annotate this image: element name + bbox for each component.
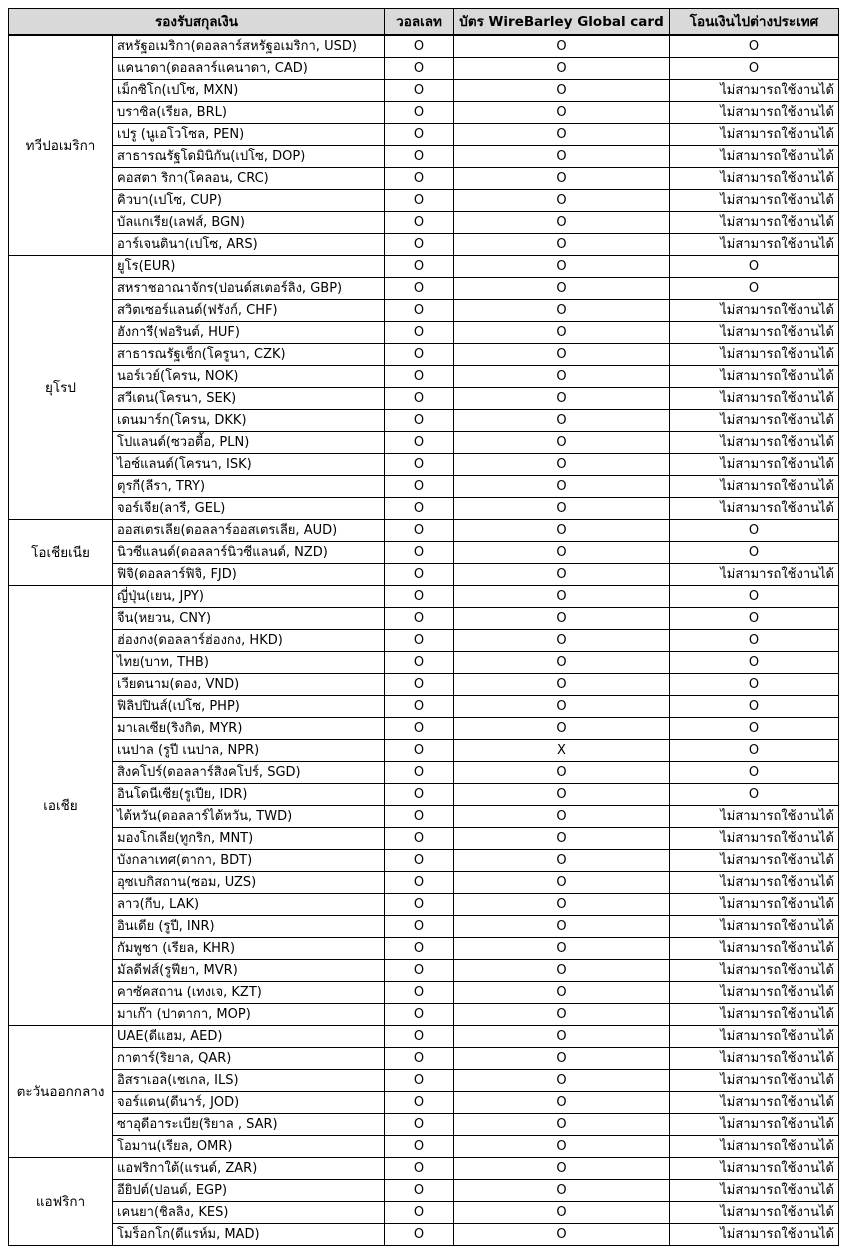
table-row (9, 652, 839, 674)
card-status: X (454, 740, 670, 762)
table-row (9, 1158, 839, 1180)
table-row (9, 498, 839, 520)
transfer-status: ไม่สามารถใช้งานได้ (670, 828, 839, 850)
currency-name: ฟิจิ(ดอลลาร์ฟิจิ, FJD) (113, 564, 385, 586)
currency-name: แคนาดา(ดอลลาร์แคนาดา, CAD) (113, 58, 385, 80)
table-row (9, 828, 839, 850)
card-status: O (454, 102, 670, 124)
currency-name: อาร์เจนตินา(เปโซ, ARS) (113, 234, 385, 256)
card-status: O (454, 872, 670, 894)
transfer-status: ไม่สามารถใช้งานได้ (670, 1224, 839, 1246)
transfer-status: ไม่สามารถใช้งานได้ (670, 322, 839, 344)
wallet-status: O (385, 762, 454, 784)
card-status: O (454, 542, 670, 564)
currency-name: สหราชอาณาจักร(ปอนด์สเตอร์ลิง, GBP) (113, 278, 385, 300)
table-row (9, 784, 839, 806)
wallet-status: O (385, 718, 454, 740)
transfer-status: ไม่สามารถใช้งานได้ (670, 1004, 839, 1026)
transfer-status: ไม่สามารถใช้งานได้ (670, 410, 839, 432)
transfer-status: O (670, 630, 839, 652)
header-row (9, 9, 839, 36)
table-row (9, 872, 839, 894)
transfer-status: O (670, 652, 839, 674)
card-status: O (454, 520, 670, 542)
currency-name: โอมาน(เรียล, OMR) (113, 1136, 385, 1158)
transfer-status: ไม่สามารถใช้งานได้ (670, 982, 839, 1004)
table-row (9, 344, 839, 366)
table-row (9, 410, 839, 432)
table-row (9, 1136, 839, 1158)
wallet-status: O (385, 300, 454, 322)
table-row (9, 1048, 839, 1070)
transfer-status: O (670, 58, 839, 80)
region-name: ตะวันออกกลาง (9, 1026, 113, 1158)
transfer-status: ไม่สามารถใช้งานได้ (670, 432, 839, 454)
table-row (9, 960, 839, 982)
card-status: O (454, 498, 670, 520)
header-card: บัตร WireBarley Global card (454, 9, 670, 36)
currency-name: เวียดนาม(ดอง, VND) (113, 674, 385, 696)
table-row (9, 1224, 839, 1246)
wallet-status: O (385, 938, 454, 960)
wallet-status: O (385, 80, 454, 102)
table-row (9, 916, 839, 938)
table-row (9, 740, 839, 762)
card-status: O (454, 1026, 670, 1048)
currency-name: ออสเตรเลีย(ดอลลาร์ออสเตรเลีย, AUD) (113, 520, 385, 542)
table-row (9, 278, 839, 300)
transfer-status: ไม่สามารถใช้งานได้ (670, 212, 839, 234)
card-status: O (454, 586, 670, 608)
card-status: O (454, 850, 670, 872)
wallet-status: O (385, 894, 454, 916)
card-status: O (454, 960, 670, 982)
currency-name: นอร์เวย์(โครน, NOK) (113, 366, 385, 388)
table-row (9, 894, 839, 916)
wallet-status: O (385, 696, 454, 718)
region-name: โอเชียเนีย (9, 520, 113, 586)
transfer-status: O (670, 762, 839, 784)
card-status: O (454, 938, 670, 960)
currency-name: กาตาร์(ริยาล, QAR) (113, 1048, 385, 1070)
card-status: O (454, 212, 670, 234)
table-row (9, 80, 839, 102)
currency-name: เปรู (นูเอโวโซล, PEN) (113, 124, 385, 146)
currency-name: ตุรกี(ลีรา, TRY) (113, 476, 385, 498)
wallet-status: O (385, 630, 454, 652)
table-row (9, 234, 839, 256)
card-status: O (454, 300, 670, 322)
wallet-status: O (385, 1026, 454, 1048)
wallet-status: O (385, 1114, 454, 1136)
wallet-status: O (385, 542, 454, 564)
wallet-status: O (385, 806, 454, 828)
currency-name: อียิปต์(ปอนด์, EGP) (113, 1180, 385, 1202)
transfer-status: ไม่สามารถใช้งานได้ (670, 454, 839, 476)
transfer-status: ไม่สามารถใช้งานได้ (670, 1158, 839, 1180)
wallet-status: O (385, 740, 454, 762)
wallet-status: O (385, 344, 454, 366)
table-row (9, 256, 839, 278)
card-status: O (454, 630, 670, 652)
transfer-status: ไม่สามารถใช้งานได้ (670, 366, 839, 388)
table-row (9, 322, 839, 344)
region-name: ยุโรป (9, 256, 113, 520)
currency-name: นิวซีแลนด์(ดอลลาร์นิวซีแลนด์, NZD) (113, 542, 385, 564)
table-row (9, 982, 839, 1004)
currency-name: เดนมาร์ก(โครน, DKK) (113, 410, 385, 432)
table-body (9, 35, 839, 1246)
currency-name: ฮ่องกง(ดอลลาร์ฮ่องกง, HKD) (113, 630, 385, 652)
table-row (9, 1114, 839, 1136)
card-status: O (454, 1202, 670, 1224)
table-row (9, 1092, 839, 1114)
card-status: O (454, 1092, 670, 1114)
wallet-status: O (385, 498, 454, 520)
region-name: ทวีปอเมริกา (9, 35, 113, 256)
card-status: O (454, 762, 670, 784)
card-status: O (454, 1224, 670, 1246)
currency-name: อินโดนีเซีย(รูเปีย, IDR) (113, 784, 385, 806)
table-row (9, 586, 839, 608)
currency-name: แอฟริกาใต้(แรนด์, ZAR) (113, 1158, 385, 1180)
currency-name: ไอซ์แลนด์(โครนา, ISK) (113, 454, 385, 476)
wallet-status: O (385, 256, 454, 278)
transfer-status: ไม่สามารถใช้งานได้ (670, 80, 839, 102)
transfer-status: ไม่สามารถใช้งานได้ (670, 894, 839, 916)
wallet-status: O (385, 168, 454, 190)
transfer-status: ไม่สามารถใช้งานได้ (670, 476, 839, 498)
transfer-status: O (670, 278, 839, 300)
transfer-status: ไม่สามารถใช้งานได้ (670, 872, 839, 894)
currency-name: สาธารณรัฐโดมินิกัน(เปโซ, DOP) (113, 146, 385, 168)
card-status: O (454, 234, 670, 256)
wallet-status: O (385, 124, 454, 146)
table-row (9, 718, 839, 740)
table-row (9, 366, 839, 388)
currency-name: ยูโร(EUR) (113, 256, 385, 278)
table-row (9, 35, 839, 58)
card-status: O (454, 58, 670, 80)
transfer-status: O (670, 256, 839, 278)
wallet-status: O (385, 1048, 454, 1070)
table-row (9, 630, 839, 652)
transfer-status: ไม่สามารถใช้งานได้ (670, 938, 839, 960)
transfer-status: ไม่สามารถใช้งานได้ (670, 124, 839, 146)
currency-name: สิงคโปร์(ดอลลาร์สิงคโปร์, SGD) (113, 762, 385, 784)
card-status: O (454, 168, 670, 190)
table-row (9, 806, 839, 828)
region-name: แอฟริกา (9, 1158, 113, 1246)
currency-name: บราซิล(เรียล, BRL) (113, 102, 385, 124)
transfer-status: O (670, 740, 839, 762)
transfer-status: O (670, 696, 839, 718)
table-row (9, 542, 839, 564)
currency-name: ฟิลิปปินส์(เปโซ, PHP) (113, 696, 385, 718)
currency-name: มัลดีฟส์(รูฟียา, MVR) (113, 960, 385, 982)
currency-name: สหรัฐอเมริกา(ดอลลาร์สหรัฐอเมริกา, USD) (113, 35, 385, 58)
currency-name: ไต้หวัน(ดอลลาร์ไต้หวัน, TWD) (113, 806, 385, 828)
table-row (9, 1180, 839, 1202)
wallet-status: O (385, 520, 454, 542)
card-status: O (454, 982, 670, 1004)
currency-name: มาเลเซีย(ริงกิต, MYR) (113, 718, 385, 740)
card-status: O (454, 1114, 670, 1136)
table-row (9, 388, 839, 410)
transfer-status: O (670, 608, 839, 630)
table-row (9, 850, 839, 872)
currency-name: คอสตา ริกา(โคลอน, CRC) (113, 168, 385, 190)
wallet-status: O (385, 58, 454, 80)
wallet-status: O (385, 784, 454, 806)
card-status: O (454, 1048, 670, 1070)
transfer-status: ไม่สามารถใช้งานได้ (670, 1180, 839, 1202)
currency-name: จีน(หยวน, CNY) (113, 608, 385, 630)
transfer-status: ไม่สามารถใช้งานได้ (670, 806, 839, 828)
wallet-status: O (385, 1158, 454, 1180)
transfer-status: ไม่สามารถใช้งานได้ (670, 146, 839, 168)
card-status: O (454, 894, 670, 916)
transfer-status: ไม่สามารถใช้งานได้ (670, 960, 839, 982)
wallet-status: O (385, 190, 454, 212)
table-row (9, 102, 839, 124)
header-overseas-transfer: โอนเงินไปต่างประเทศ (670, 9, 839, 36)
region-name: เอเชีย (9, 586, 113, 1026)
transfer-status: ไม่สามารถใช้งานได้ (670, 1070, 839, 1092)
transfer-status: ไม่สามารถใช้งานได้ (670, 564, 839, 586)
transfer-status: O (670, 520, 839, 542)
currency-name: บังกลาเทศ(ตากา, BDT) (113, 850, 385, 872)
currency-name: ฮังการี(ฟอรินต์, HUF) (113, 322, 385, 344)
wallet-status: O (385, 366, 454, 388)
card-status: O (454, 1070, 670, 1092)
card-status: O (454, 256, 670, 278)
wallet-status: O (385, 146, 454, 168)
transfer-status: O (670, 674, 839, 696)
currency-name: โปแลนด์(ซวอตี้อ, PLN) (113, 432, 385, 454)
table-row (9, 146, 839, 168)
card-status: O (454, 146, 670, 168)
wallet-status: O (385, 586, 454, 608)
transfer-status: ไม่สามารถใช้งานได้ (670, 1092, 839, 1114)
currency-name: จอร์แดน(ดีนาร์, JOD) (113, 1092, 385, 1114)
transfer-status: ไม่สามารถใช้งานได้ (670, 168, 839, 190)
table-row (9, 674, 839, 696)
table-row (9, 432, 839, 454)
currency-name: UAE(ดีแฮม, AED) (113, 1026, 385, 1048)
currency-name: เม็กซิโก(เปโซ, MXN) (113, 80, 385, 102)
card-status: O (454, 1004, 670, 1026)
table-row (9, 520, 839, 542)
transfer-status: O (670, 586, 839, 608)
transfer-status: O (670, 784, 839, 806)
card-status: O (454, 278, 670, 300)
card-status: O (454, 916, 670, 938)
card-status: O (454, 124, 670, 146)
wallet-status: O (385, 1136, 454, 1158)
card-status: O (454, 322, 670, 344)
wallet-status: O (385, 1180, 454, 1202)
wallet-status: O (385, 960, 454, 982)
currency-name: มาเก๊า (ปาตากา, MOP) (113, 1004, 385, 1026)
table-row (9, 212, 839, 234)
table-row (9, 1004, 839, 1026)
currency-name: เคนยา(ชิลลิง, KES) (113, 1202, 385, 1224)
wallet-status: O (385, 410, 454, 432)
table-row (9, 124, 839, 146)
card-status: O (454, 828, 670, 850)
card-status: O (454, 454, 670, 476)
wallet-status: O (385, 212, 454, 234)
currency-name: ไทย(บาท, THB) (113, 652, 385, 674)
transfer-status: ไม่สามารถใช้งานได้ (670, 916, 839, 938)
wallet-status: O (385, 982, 454, 1004)
currency-name: อุซเบกิสถาน(ซอม, UZS) (113, 872, 385, 894)
transfer-status: O (670, 718, 839, 740)
wallet-status: O (385, 1202, 454, 1224)
header-supported-currency: รองรับสกุลเงิน (9, 9, 385, 36)
currency-name: ลาว(กีบ, LAK) (113, 894, 385, 916)
wallet-status: O (385, 872, 454, 894)
wallet-status: O (385, 1004, 454, 1026)
currency-name: อินเดีย (รูปี, INR) (113, 916, 385, 938)
currency-name: สาธารณรัฐเช็ก(โครูนา, CZK) (113, 344, 385, 366)
card-status: O (454, 806, 670, 828)
header-wallet: วอลเลท (385, 9, 454, 36)
card-status: O (454, 696, 670, 718)
card-status: O (454, 674, 670, 696)
table-row (9, 762, 839, 784)
currency-name: สวิตเซอร์แลนด์(ฟรังก์, CHF) (113, 300, 385, 322)
currency-name: โมร็อกโก(ดีแรห์ม, MAD) (113, 1224, 385, 1246)
table-row (9, 1202, 839, 1224)
currency-name: สวีเดน(โครนา, SEK) (113, 388, 385, 410)
transfer-status: ไม่สามารถใช้งานได้ (670, 234, 839, 256)
currency-name: ซาอุดีอาระเบีย(ริยาล , SAR) (113, 1114, 385, 1136)
table-row (9, 168, 839, 190)
transfer-status: O (670, 35, 839, 58)
transfer-status: ไม่สามารถใช้งานได้ (670, 1026, 839, 1048)
card-status: O (454, 410, 670, 432)
card-status: O (454, 608, 670, 630)
wallet-status: O (385, 322, 454, 344)
currency-name: คาซัคสถาน (เทงเจ, KZT) (113, 982, 385, 1004)
wallet-status: O (385, 564, 454, 586)
card-status: O (454, 190, 670, 212)
transfer-status: ไม่สามารถใช้งานได้ (670, 1114, 839, 1136)
transfer-status: ไม่สามารถใช้งานได้ (670, 1048, 839, 1070)
transfer-status: ไม่สามารถใช้งานได้ (670, 102, 839, 124)
transfer-status: ไม่สามารถใช้งานได้ (670, 1136, 839, 1158)
card-status: O (454, 1180, 670, 1202)
wallet-status: O (385, 476, 454, 498)
currency-name: กัมพูชา (เรียล, KHR) (113, 938, 385, 960)
table-row (9, 564, 839, 586)
currency-name: อิสราเอล(เชเกล, ILS) (113, 1070, 385, 1092)
transfer-status: ไม่สามารถใช้งานได้ (670, 1202, 839, 1224)
table-row (9, 58, 839, 80)
card-status: O (454, 652, 670, 674)
transfer-status: ไม่สามารถใช้งานได้ (670, 300, 839, 322)
wallet-status: O (385, 454, 454, 476)
transfer-status: ไม่สามารถใช้งานได้ (670, 344, 839, 366)
card-status: O (454, 432, 670, 454)
card-status: O (454, 344, 670, 366)
table-row (9, 1070, 839, 1092)
wallet-status: O (385, 652, 454, 674)
card-status: O (454, 564, 670, 586)
wallet-status: O (385, 1070, 454, 1092)
wallet-status: O (385, 234, 454, 256)
card-status: O (454, 784, 670, 806)
wallet-status: O (385, 1092, 454, 1114)
currency-name: เนปาล (รูปี เนปาล, NPR) (113, 740, 385, 762)
wallet-status: O (385, 102, 454, 124)
card-status: O (454, 366, 670, 388)
transfer-status: ไม่สามารถใช้งานได้ (670, 388, 839, 410)
card-status: O (454, 388, 670, 410)
currency-name: บัลแกเรีย(เลฟส์, BGN) (113, 212, 385, 234)
currency-name: คิวบา(เปโซ, CUP) (113, 190, 385, 212)
wallet-status: O (385, 35, 454, 58)
currency-name: มองโกเลีย(ทูกริก, MNT) (113, 828, 385, 850)
table-row (9, 608, 839, 630)
table-row (9, 476, 839, 498)
currency-name: จอร์เจีย(ลารี, GEL) (113, 498, 385, 520)
wallet-status: O (385, 1224, 454, 1246)
wallet-status: O (385, 828, 454, 850)
table-row (9, 1026, 839, 1048)
transfer-status: ไม่สามารถใช้งานได้ (670, 498, 839, 520)
currency-support-table (8, 8, 839, 1246)
transfer-status: O (670, 542, 839, 564)
card-status: O (454, 476, 670, 498)
wallet-status: O (385, 916, 454, 938)
wallet-status: O (385, 432, 454, 454)
transfer-status: ไม่สามารถใช้งานได้ (670, 850, 839, 872)
wallet-status: O (385, 608, 454, 630)
transfer-status: ไม่สามารถใช้งานได้ (670, 190, 839, 212)
card-status: O (454, 1136, 670, 1158)
card-status: O (454, 1158, 670, 1180)
table-row (9, 938, 839, 960)
wallet-status: O (385, 278, 454, 300)
card-status: O (454, 35, 670, 58)
table-row (9, 454, 839, 476)
card-status: O (454, 80, 670, 102)
table-row (9, 190, 839, 212)
wallet-status: O (385, 850, 454, 872)
table-row (9, 696, 839, 718)
currency-name: ญี่ปุ่น(เยน, JPY) (113, 586, 385, 608)
wallet-status: O (385, 674, 454, 696)
card-status: O (454, 718, 670, 740)
table-row (9, 300, 839, 322)
wallet-status: O (385, 388, 454, 410)
